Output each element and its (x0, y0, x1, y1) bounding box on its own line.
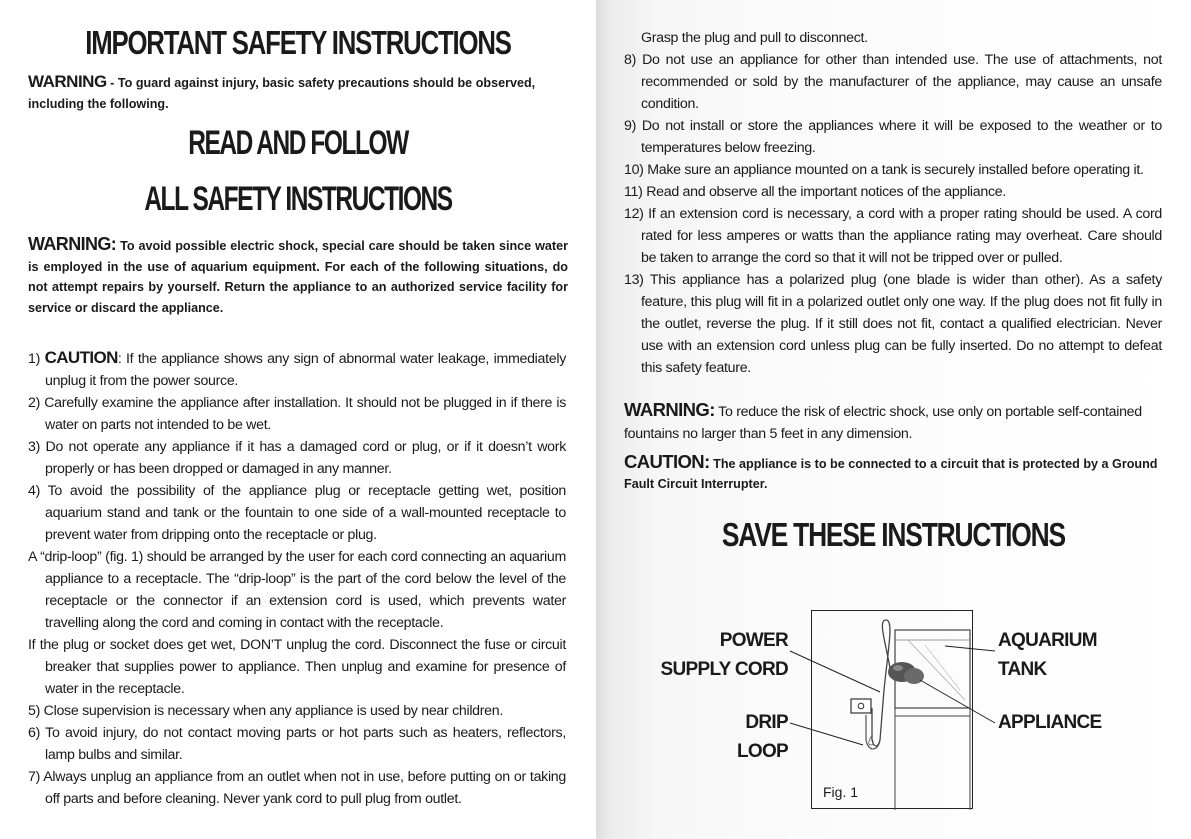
page-title: IMPORTANT SAFETY INSTRUCTIONS (85, 24, 511, 61)
all-safety-heading: ALL SAFETY INSTRUCTIONS (144, 180, 452, 218)
warning-text: - To guard against injury, basic safety precautions should be observed, including the following. (28, 76, 536, 111)
instruction-item: 7) Always unplug an appliance from an outlet when not in use, before putting on or taking off parts and before cleaning. Never yank cord to pull plug from outlet. (28, 769, 566, 807)
instruction-item: 12) If an extension cord is necessary, a cord with a proper rating should be used. A cord rated for less amperes or watts than the appliance rating may overheat. Care should be taken to arrange the cord so that it will not be tripped over or pulled. (624, 206, 1162, 266)
instruction-item: 9) Do not install or store the appliances where it will be exposed to the weather or to temperatures below freezing. (624, 118, 1162, 156)
instruction-item: 11) Read and observe all the important notices of the appliance. (624, 184, 1006, 200)
leader-line-power (790, 651, 880, 692)
instruction-item: 10) Make sure an appliance mounted on a tank is securely installed before operating it. (624, 162, 1144, 178)
label-power-supply-cord: POWER SUPPLY CORD (660, 630, 788, 680)
instruction-item: 3) Do not operate any appliance if it has a damaged cord or plug, or if it doesn’t work properly or has been dropped or damaged in any manner. (28, 439, 566, 477)
instruction-item: 13) This appliance has a polarized plug (one blade is wider than other). As a safety feature, this plug will fit in a polarized outlet only one way. If the plug does not fit fully in the outlet, reverse the plug. If it still does not fit, contact a qualified electrician. Never use with an extension cord unless plug can be fully inserted. Do no attempt to defeat this safety feature. (624, 272, 1162, 376)
instruction-item: 8) Do not use an appliance for other than intended use. The use of attachments, not recommended or sold by the manufacturer of the appliance, may cause an unsafe condition. (624, 52, 1162, 112)
label-appliance: APPLIANCE (998, 712, 1102, 733)
instruction-item: A “drip-loop” (fig. 1) should be arranged by the user for each cord connecting an aquarium appliance to a receptacle. The “drip-loop” is the part of the cord below the level of the receptacle or the connector if an extension cord is used, which prevents water travelling along the cord and coming in contact with the receptacle. (28, 549, 566, 631)
caution-label: CAUTION: (624, 451, 710, 472)
aquarium-tank-drawing (895, 630, 970, 810)
instruction-item: 2) Carefully examine the appliance after installation. It should not be plugged in if there is water on parts not intended to be wet. (28, 395, 566, 433)
warning-label: WARNING: (28, 234, 117, 254)
instruction-item: 5) Close supervision is necessary when any appliance is used by near children. (28, 703, 504, 719)
warning-label: WARNING: (624, 399, 715, 420)
warning-text: To avoid possible electric shock, special care should be taken since water is employed in the use of aquarium equipment. For each of the following situations, do not attempt repairs by yourself. Return the appliance to an authorized service facility for service or discard the appliance. (28, 239, 568, 315)
label-aquarium-tank: AQUARIUM TANK (998, 630, 1097, 680)
instruction-item-1: 1) CAUTION: If the appliance shows any sign of abnormal water leakage, immediately unplug it from the power source. (28, 348, 566, 389)
warning-text: To reduce the risk of electric shock, use only on portable self-contained fountains no larger than 5 feet in any dimension. (624, 404, 1142, 442)
wall-outlet-drawing (851, 699, 871, 713)
appliance-drawing (888, 662, 924, 684)
label-drip-loop: DRIP LOOP (736, 712, 788, 762)
figure-caption: Fig. 1 (823, 784, 859, 800)
leader-line-drip (790, 723, 863, 745)
power-cord-line (872, 620, 890, 746)
save-instructions-heading: SAVE THESE INSTRUCTIONS (721, 516, 1066, 553)
read-follow-heading: READ AND FOLLOW (188, 124, 408, 162)
instruction-item: If the plug or socket does get wet, DON’T unplug the cord. Disconnect the fuse or circuit breaker that supplies power to appliance. Then unplug and examine for presence of water in the receptacle. (28, 637, 566, 697)
caution-label: CAUTION (44, 348, 118, 367)
caution-text: The appliance is to be connected to a circuit that is protected by a Ground Fault Circuit Interrupter. (624, 457, 1158, 491)
instruction-item: 6) To avoid injury, do not contact moving parts or hot parts such as heaters, reflectors, lamp bulbs and similar. (28, 725, 566, 763)
instruction-item: Grasp the plug and pull to disconnect. (641, 30, 868, 46)
instruction-item: 4) To avoid the possibility of the appliance plug or receptacle getting wet, position aquarium stand and tank or the fountain to one side of a wall-mounted receptacle to prevent water from dripping onto the receptacle or plug. (28, 483, 566, 543)
warning-label: WARNING (28, 72, 107, 91)
